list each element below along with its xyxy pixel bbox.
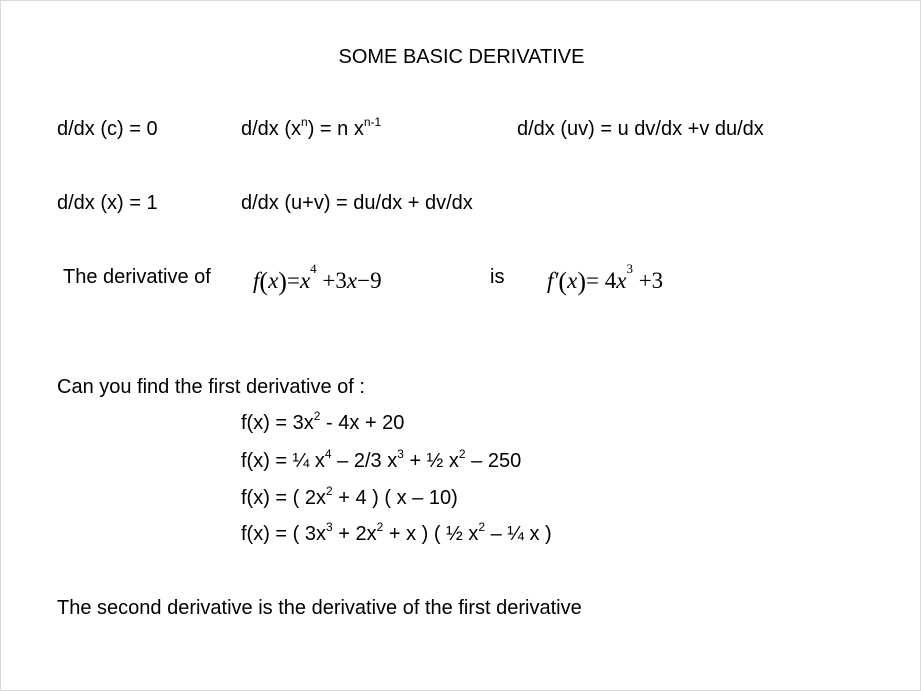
- slide-title: SOME BASIC DERIVATIVE: [338, 46, 585, 68]
- problem-4: f(x) = ( $3x^3 + 2x^2 + x$ ) ( ½ $x^2$ – ¼ x ): [241, 520, 552, 545]
- footer-text: The second derivative is the derivative of the first derivative: [57, 597, 582, 619]
- rule-sum: d/dx (u+v) = du/dx + dv/dx: [241, 192, 473, 214]
- question-text: Can you find the first derivative of :: [57, 376, 365, 398]
- rule-product: d/dx (uv) = u dv/dx +v du/dx: [517, 118, 764, 140]
- rule-power: d/dx $(x^n) = n$ $x^{n-1}$: [241, 115, 382, 140]
- example-derivative: $f'(x)= 4x^3 +3$: [547, 261, 664, 296]
- rule-constant: d/dx (c) = 0: [57, 118, 158, 140]
- example-function: $f(x)=x^4 +3x-9$: [253, 261, 382, 296]
- example-label: The derivative of: [63, 266, 211, 288]
- rule-identity: d/dx (x) = 1: [57, 192, 158, 214]
- problem-3: f(x) = ( $2x^2 + 4$ ) ( x – 10): [241, 484, 458, 509]
- problem-1: $f(x) = 3x^2 - 4x + 20$: [241, 409, 405, 434]
- example-is-label: is: [490, 266, 505, 288]
- problem-2: f(x) = ¼ $x^4 - 2/3$ $x^3$ + ½ $x^2 - 250$: [241, 447, 522, 472]
